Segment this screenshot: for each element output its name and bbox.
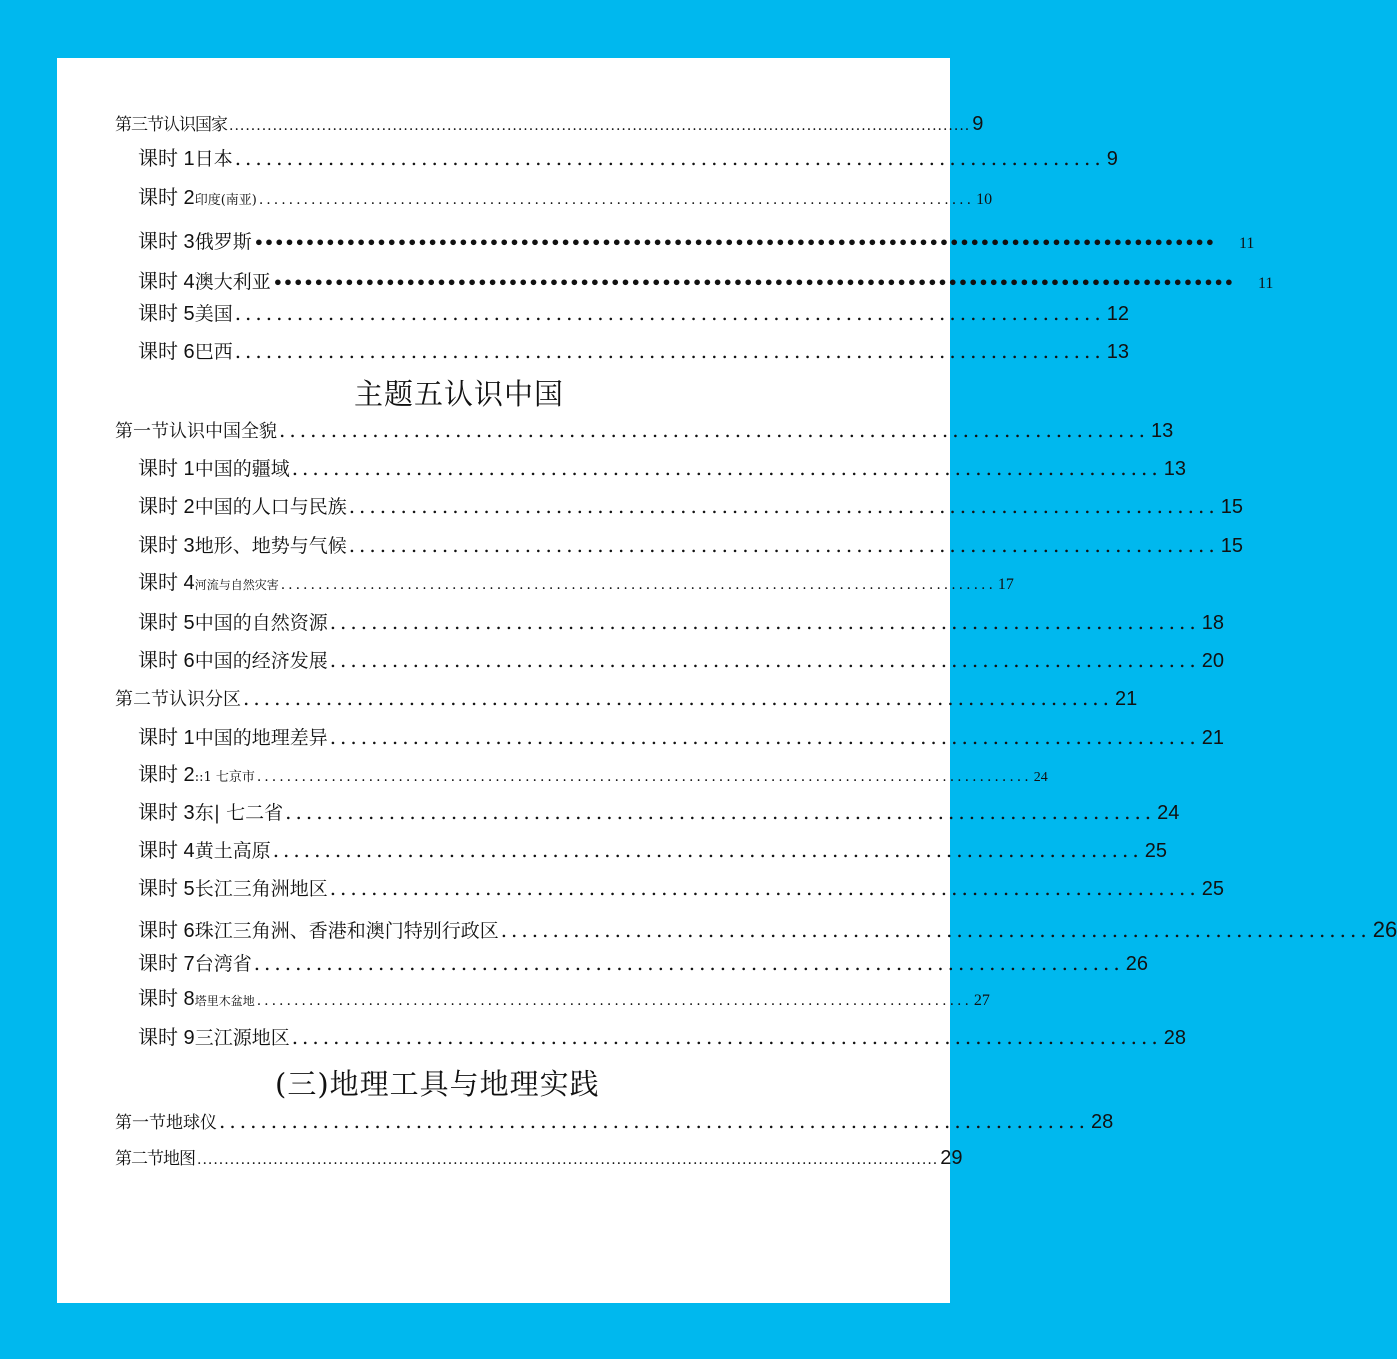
toc-section-label: 第二节地图 (115, 1149, 195, 1168)
toc-lesson-label: 课时 2 (138, 764, 195, 786)
toc-lesson-row (138, 456, 1186, 480)
toc-lesson-title: 长江三角洲地区 (194, 878, 328, 900)
toc-lesson-row (138, 917, 1397, 942)
toc-leader: •••••••••••••••••••••••••••••••••••••••••••••••••••••••••••••••••••••••••••••••••••••••••••••• (253, 233, 1215, 252)
toc-page-number: 18 (1201, 612, 1224, 634)
toc-lesson-row (138, 231, 1255, 253)
toc-leader: ........................................................................................................ (256, 769, 1032, 785)
toc-leader: .................................................................................... (348, 533, 1219, 557)
toc-lesson-label: 课时 3 (138, 802, 195, 824)
toc-lesson-label: 课时 3 (138, 231, 195, 253)
toc-lesson-row (138, 610, 1224, 634)
toc-page-number: 25 (1144, 840, 1167, 862)
toc-page-number: 26 (1125, 953, 1148, 975)
toc-lesson-label: 课时 4 (138, 840, 195, 862)
toc-lesson-label: 课时 5 (138, 878, 195, 900)
toc-lesson-row (138, 876, 1224, 900)
toc-leader: ................................................................................................ (258, 192, 975, 208)
toc-lesson-row (138, 648, 1224, 672)
toc-page-number: 26 (1372, 917, 1397, 942)
toc-page-number: 24 (1157, 802, 1180, 824)
toc-leader: .................................................................................... (329, 725, 1200, 749)
toc-lesson-label: 课时 1 (138, 458, 195, 480)
toc-lesson-title: 日本 (194, 148, 233, 170)
toc-lesson-row (138, 1025, 1186, 1049)
toc-lesson-row (138, 572, 1014, 594)
toc-section-row (115, 418, 1174, 442)
toc-leader: .................................................................................... (291, 456, 1162, 480)
toc-lesson-row (138, 494, 1243, 518)
toc-leader: .................................................................................... (348, 494, 1219, 518)
part-heading: (三)地理工具与地理实践 (275, 1067, 600, 1101)
toc-leader: .................................................................................... (253, 951, 1124, 975)
toc-section-label: 第二节认识分区 (115, 689, 241, 710)
toc-lesson-label: 课时 5 (138, 612, 195, 634)
toc-leader: .................................................................................... (291, 1025, 1162, 1049)
toc-lesson-row (138, 271, 1274, 293)
toc-page-number: 9 (1106, 148, 1118, 170)
toc-lesson-title: 三江源地区 (194, 1027, 290, 1049)
toc-lesson-label: 课时 2 (138, 187, 195, 209)
toc-lesson-row (138, 800, 1180, 824)
toc-lesson-title: 地形、地势与气候 (194, 535, 347, 557)
toc-lesson-row (138, 301, 1129, 325)
toc-lesson-title: 塔里木盆地 (194, 994, 255, 1008)
toc-lesson-label: 课时 2 (138, 496, 195, 518)
toc-leader: .................................................................................... (272, 838, 1143, 862)
toc-lesson-label: 课时 5 (138, 303, 195, 325)
document-page (57, 58, 1397, 1303)
toc-page-number: 28 (1091, 1111, 1114, 1133)
toc-leader: .................................................................................... (285, 800, 1156, 824)
toc-lesson-title: 东| 七二省 (194, 802, 284, 824)
toc-page-number: 27 (973, 992, 990, 1009)
toc-leader: .................................................................................... (329, 610, 1200, 634)
toc-leader: .................................................................................... (243, 686, 1114, 710)
toc-page-number: 21 (1201, 727, 1224, 749)
toc-lesson-title: 珠江三角洲、香港和澳门特别行政区 (194, 920, 499, 942)
toc-lesson-label: 课时 6 (138, 650, 195, 672)
toc-lesson-title: 澳大利亚 (194, 271, 271, 293)
toc-section-label: 第三节认识国家 (115, 115, 227, 134)
toc-lesson-label: 课时 1 (138, 148, 195, 170)
toc-page-number: 9 (972, 113, 984, 135)
toc-page-number: 28 (1163, 1027, 1186, 1049)
toc-lesson-label: 课时 8 (138, 988, 195, 1010)
toc-lesson-title: 中国的地理差异 (194, 727, 328, 749)
toc-leader: •••••••••••••••••••••••••••••••••••••••••••••••••••••••••••••••••••••••••••••••••••••••••••••• (272, 273, 1234, 292)
toc-page-number: 29 (940, 1147, 963, 1169)
toc-lesson-title: 俄罗斯 (194, 231, 252, 253)
toc-page-number: 13 (1106, 341, 1129, 363)
toc-lesson-row (138, 339, 1129, 363)
toc-leader: .................................................................................... (234, 146, 1105, 170)
toc-lesson-title: 中国的自然资源 (194, 612, 328, 634)
toc-page-number: 15 (1220, 496, 1243, 518)
toc-leader: .................................................................................... (329, 648, 1200, 672)
toc-lesson-row (138, 764, 1048, 786)
toc-leader: .................................................................................... (234, 301, 1105, 325)
toc-lesson-label: 课时 3 (138, 535, 195, 557)
toc-lesson-title: 印度(南亚) (194, 193, 257, 208)
toc-lesson-label: 课时 6 (138, 341, 195, 363)
toc-lesson-row (138, 951, 1148, 975)
toc-page-number: 21 (1115, 688, 1138, 710)
toc-page-number: 10 (976, 191, 993, 208)
toc-page-number: 20 (1201, 650, 1224, 672)
toc-lesson-title: 黄土高原 (194, 840, 271, 862)
toc-leader: ........................................................................................................................................ (229, 118, 971, 134)
toc-page-number: 17 (997, 576, 1014, 593)
toc-lesson-title: 河流与自然灾害 (194, 578, 279, 592)
toc-page-number: 13 (1163, 458, 1186, 480)
toc-section-row (115, 686, 1138, 710)
toc-leader: .................................................................................... (279, 418, 1150, 442)
theme-heading: 主题五认识中国 (354, 377, 565, 411)
toc-leader: .................................................................................... (234, 339, 1105, 363)
toc-page-number: 15 (1220, 535, 1243, 557)
toc-leader: ........................................................................................................................................ (197, 1152, 939, 1168)
toc-lesson-row (138, 533, 1243, 557)
toc-page-number: 25 (1201, 878, 1224, 900)
toc-lesson-title: 中国的经济发展 (194, 650, 328, 672)
toc-section-row (115, 113, 984, 135)
toc-leader: .................................................................................... (329, 876, 1200, 900)
toc-lesson-title: 巴西 (194, 341, 233, 363)
toc-lesson-label: 课时 6 (138, 920, 195, 942)
toc-leader: ................................................................................................ (280, 577, 996, 593)
toc-lesson-row (138, 725, 1224, 749)
toc-section-row (115, 1109, 1114, 1133)
toc-page-number: 13 (1151, 420, 1174, 442)
toc-leader: .................................................................................... (219, 1109, 1090, 1133)
toc-section-row (115, 1147, 963, 1169)
toc-page-number: 12 (1106, 303, 1129, 325)
toc-lesson-title: 美国 (194, 303, 233, 325)
toc-lesson-title: 中国的人口与民族 (194, 496, 347, 518)
toc-section-label: 第一节认识中国全貌 (115, 421, 277, 442)
toc-lesson-label: 课时 1 (138, 727, 195, 749)
toc-lesson-row (138, 838, 1167, 862)
toc-page-number: 11 (1258, 275, 1274, 292)
toc-lesson-row (138, 146, 1118, 170)
toc-leader: .................................................................................... (500, 918, 1371, 942)
toc-page-number: 24 (1033, 770, 1048, 785)
toc-lesson-row (138, 988, 990, 1010)
toc-lesson-label: 课时 7 (138, 953, 195, 975)
toc-page-number: 11 (1239, 235, 1255, 252)
toc-lesson-label: 课时 4 (138, 572, 195, 594)
toc-leader: ................................................................................................ (256, 993, 972, 1009)
toc-lesson-row (138, 187, 993, 209)
toc-lesson-title: 台湾省 (194, 953, 252, 975)
toc-lesson-label: 课时 4 (138, 271, 195, 293)
toc-section-label: 第一节地球仪 (115, 1113, 217, 1133)
toc-lesson-title: 中国的疆域 (194, 458, 290, 480)
toc-lesson-label: 课时 9 (138, 1027, 195, 1049)
toc-lesson-title: ::1 七京市 (194, 770, 255, 785)
